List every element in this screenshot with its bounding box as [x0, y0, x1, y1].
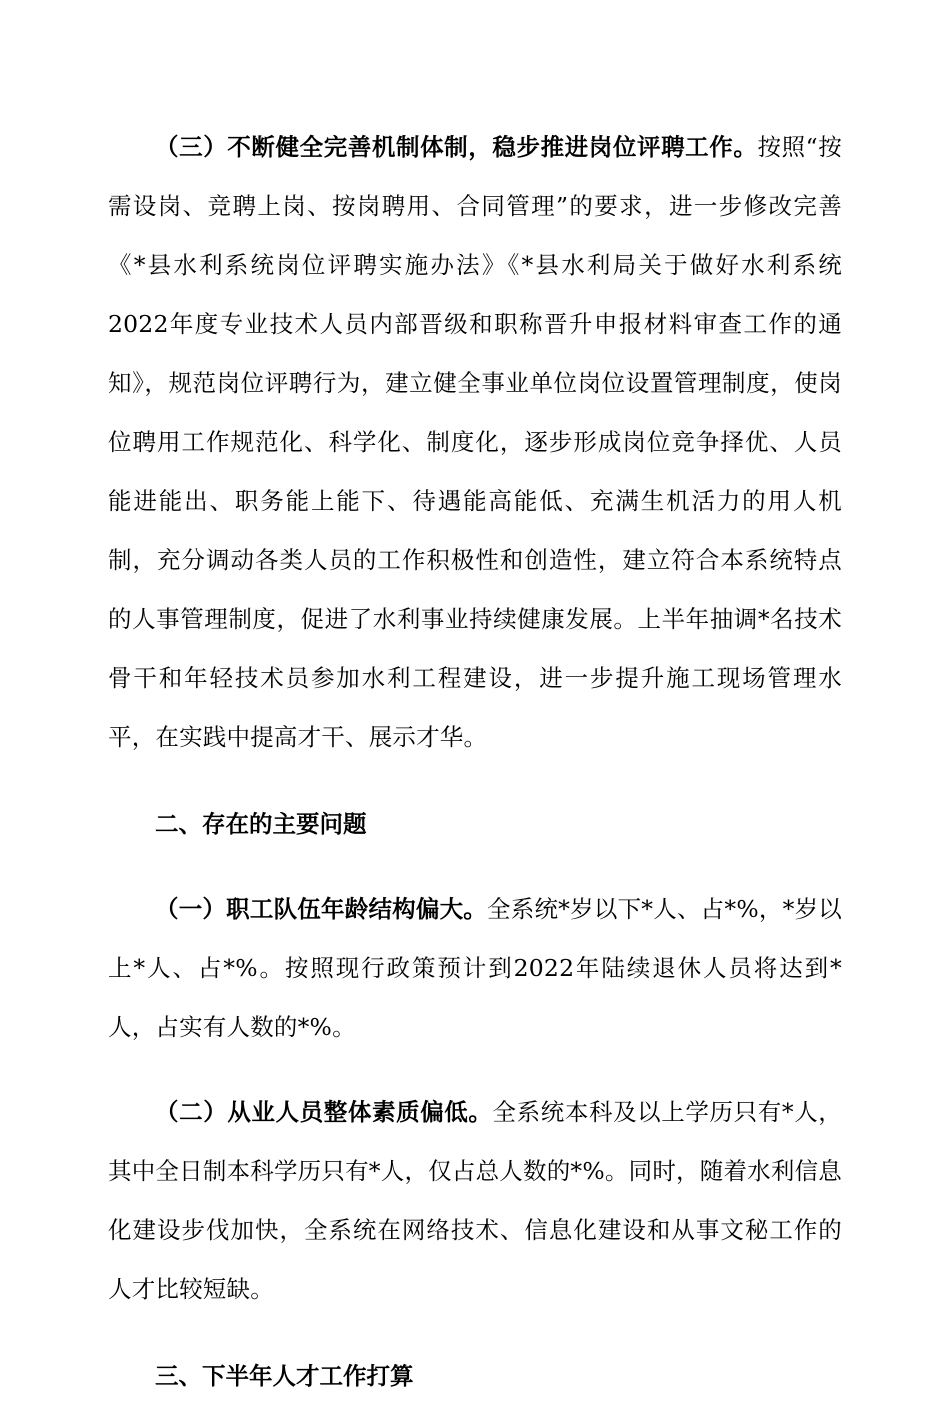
paragraph-lead-staff-quality: （二）从业人员整体素质偏低。	[155, 1098, 493, 1126]
heading-main-problems: 二、存在的主要问题	[155, 810, 367, 838]
paragraph-lead-mechanism: （三）不断健全完善机制体制，稳步推进岗位评聘工作。	[155, 133, 758, 161]
paragraph-body-staff-quality: 全系统本科及以上学历只有*人，其中全日制本科学历只有*人，仅占总人数的*%。同时，随着水利信息化建设步伐加快，全系统在网络技术、信息化建设和从事文秘工作的人才比较短缺。	[108, 1098, 842, 1303]
spacer	[108, 1319, 842, 1347]
spacer	[108, 1057, 842, 1083]
spacer	[108, 767, 842, 795]
spacer	[108, 854, 842, 880]
paragraph-mechanism-improvement	[108, 118, 842, 767]
paragraph-body-mechanism: 按照“按需设岗、竞聘上岗、按岗聘用、合同管理”的要求，进一步修改完善《*县水利系统岗位评聘实施办法》《*县水利局关于做好水利系统2022年度专业技术人员内部晋级和职称晋升申报材料审查工作的通知》，规范岗位评聘行为，建立健全事业单位岗位设置管理制度，使岗位聘用工作规范化、科学化、制度化，逐步形成岗位竞争择优、人员能进能出、职务能上能下、待遇能高能低、充满生机活力的用人机制，充分调动各类人员的工作积极性和创造性，建立符合本系统特点的人事管理制度，促进了水利事业持续健康发展。上半年抽调*名技术骨干和年轻技术员参加水利工程建设，进一步提升施工现场管理水平，在实践中提高才干、展示才华。	[108, 133, 842, 751]
paragraph-staff-quality	[108, 1083, 842, 1319]
paragraph-body-age-structure: 全系统*岁以下*人、占*%，*岁以上*人、占*%。按照现行政策预计到2022年陆续退休人员将达到*人，占实有人数的*%。	[108, 895, 842, 1041]
paragraph-lead-age-structure: （一）职工队伍年龄结构偏大。	[155, 895, 488, 923]
heading-second-half-plan: 三、下半年人才工作打算	[155, 1362, 414, 1390]
paragraph-age-structure	[108, 880, 842, 1057]
